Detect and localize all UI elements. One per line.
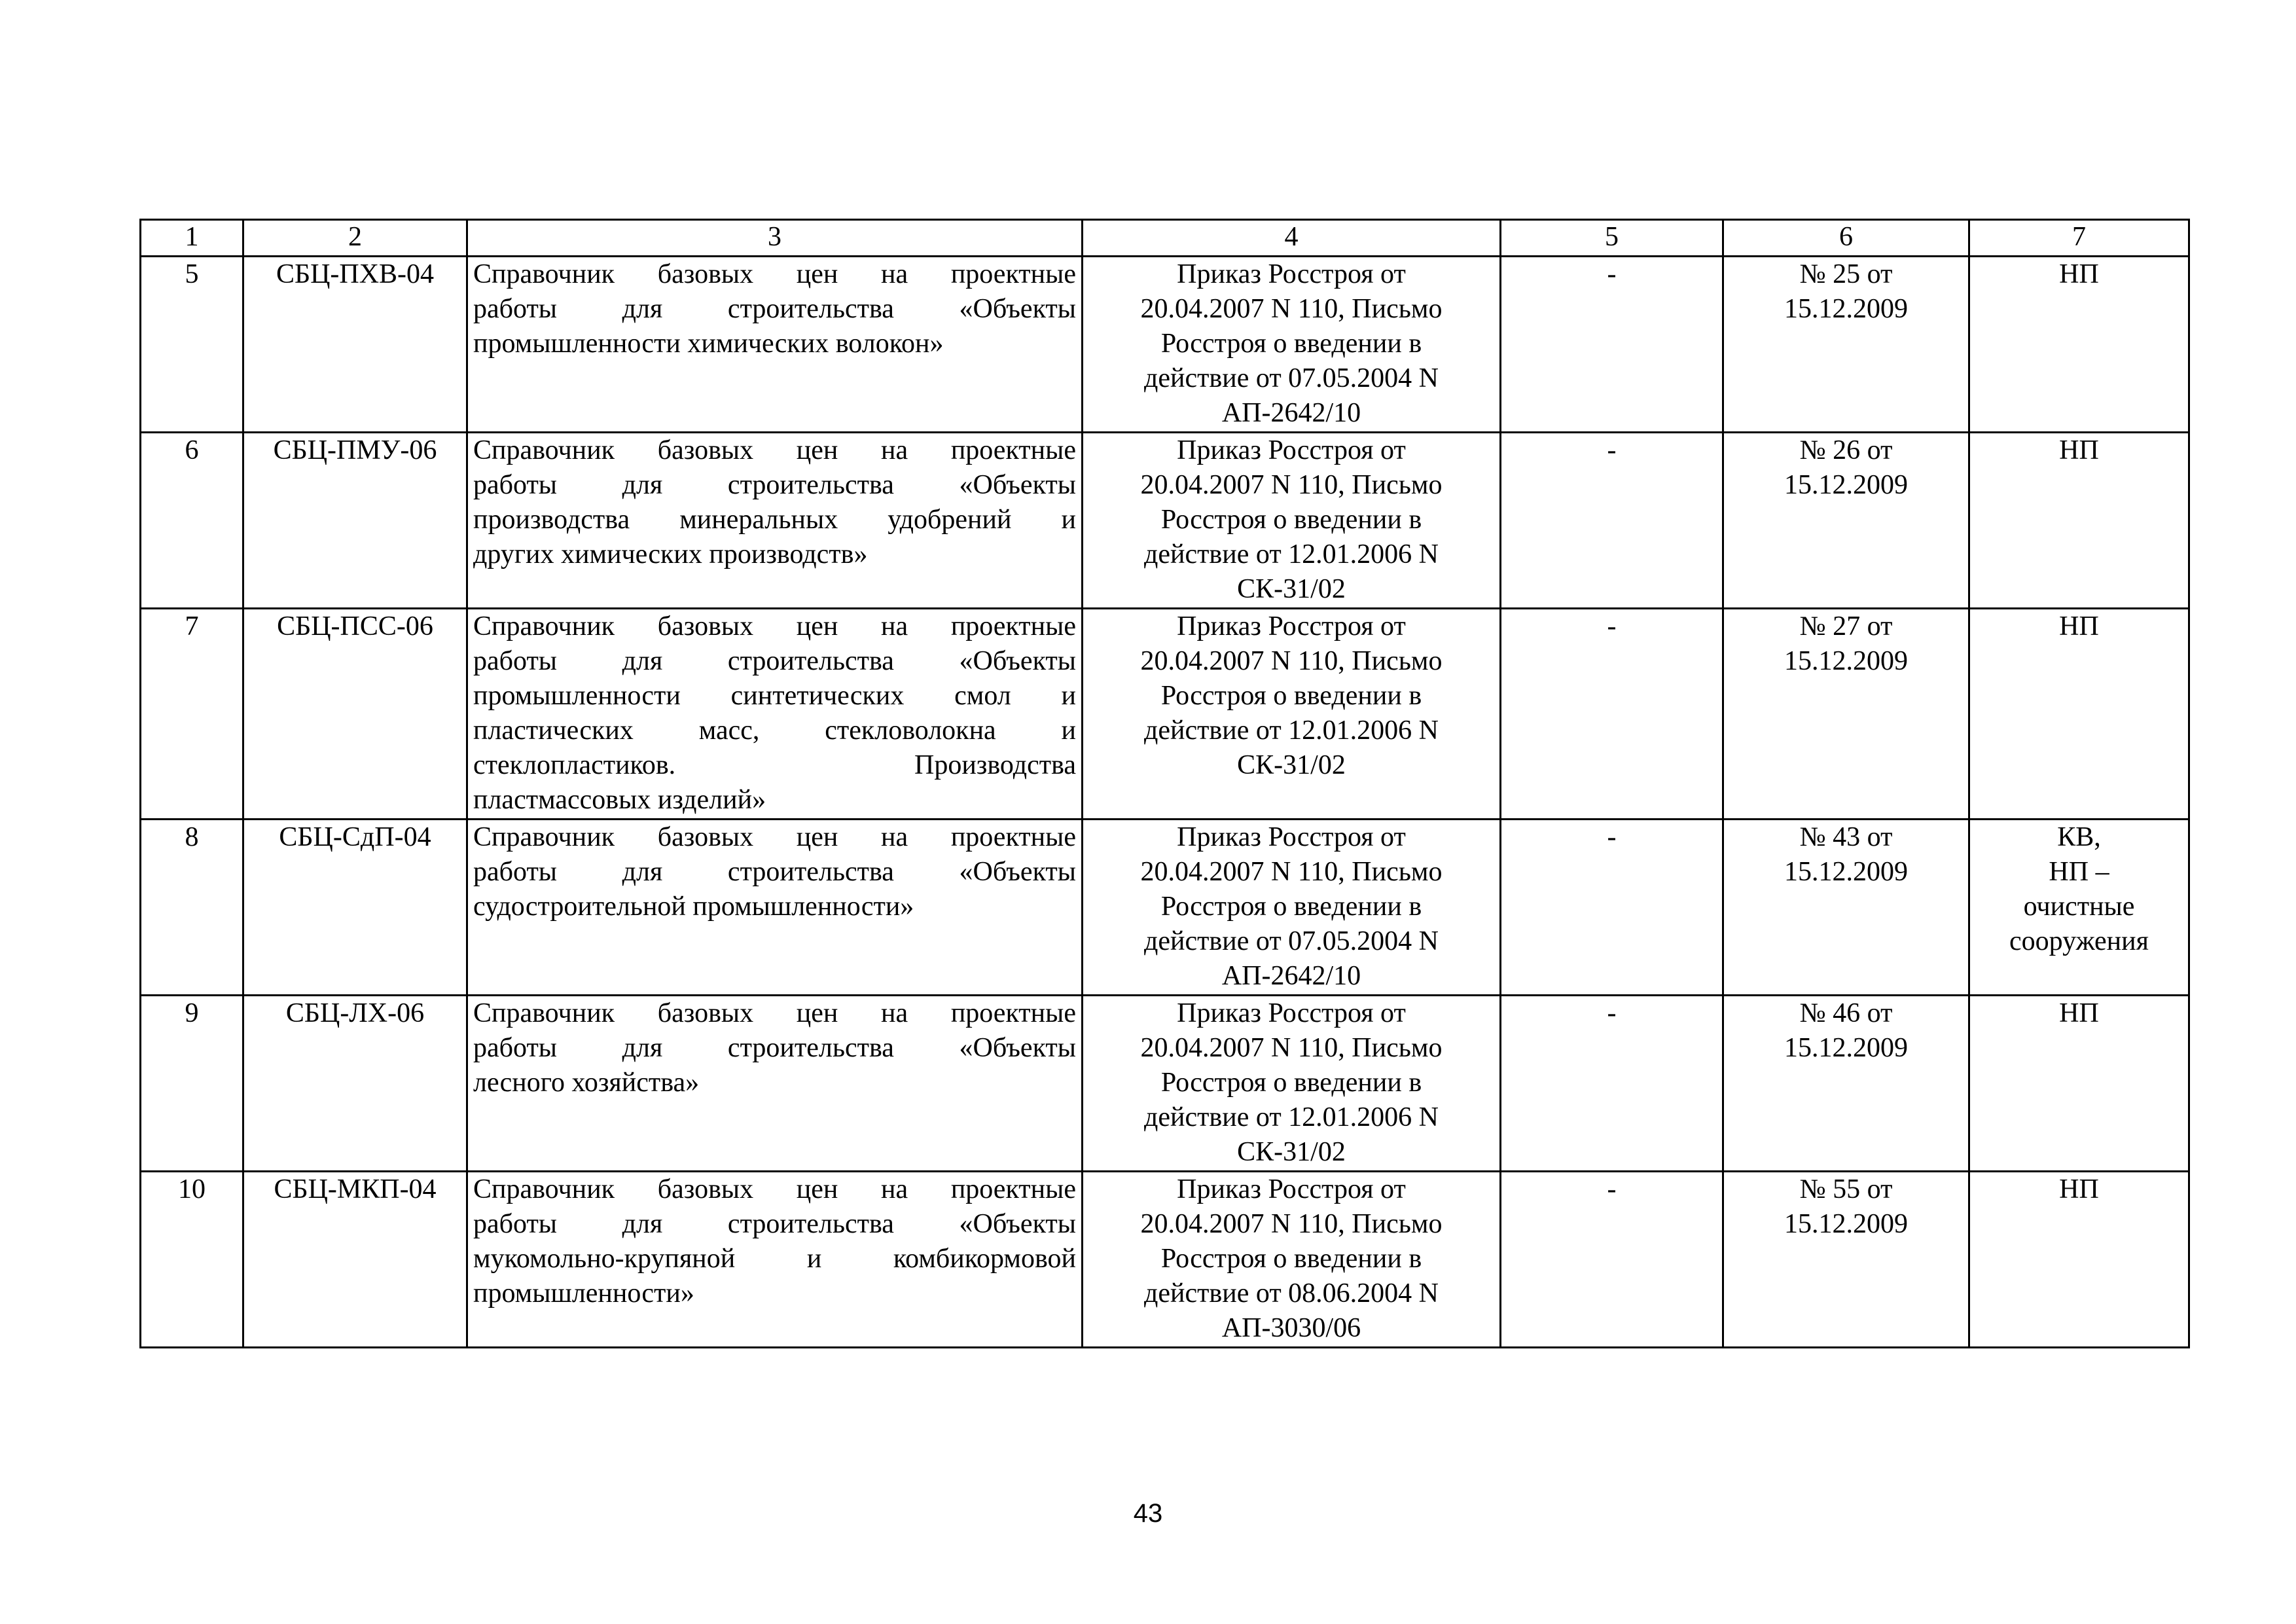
registration-cell-line: 15.12.2009: [1784, 646, 1908, 676]
status-cell-line: НП: [2059, 998, 2099, 1028]
column-5-cell: -: [1501, 996, 1723, 1172]
approval-document-cell: [1083, 433, 1501, 609]
approval-document-cell-line: Росстроя о введении в: [1160, 1068, 1422, 1098]
approval-document-cell-line: действие от 07.05.2004 N: [1143, 363, 1439, 393]
name-cell: [467, 257, 1083, 433]
approval-document-cell-line: Приказ Росстроя от: [1177, 1174, 1406, 1204]
column-number-cell: 5: [1501, 220, 1723, 257]
approval-document-cell-line: 20.04.2007 N 110, Письмо: [1140, 294, 1443, 324]
approval-document-cell-line: АП-2642/10: [1221, 961, 1361, 991]
approval-document-cell-line: действие от 12.01.2006 N: [1143, 539, 1439, 569]
registration-cell-line: 15.12.2009: [1784, 470, 1908, 500]
name-cell-line: промышленности»: [473, 1278, 694, 1308]
registration-cell-line: 15.12.2009: [1784, 857, 1908, 887]
registration-cell: [1723, 433, 1969, 609]
name-cell-line: производства минеральных удобрений и: [473, 505, 1076, 535]
table-row: [141, 1172, 2189, 1348]
name-cell-line: работы для строительства «Объекты: [473, 294, 1076, 324]
column-number-cell: 4: [1083, 220, 1501, 257]
approval-document-cell: [1083, 1172, 1501, 1348]
row-number-cell: 9: [141, 996, 243, 1172]
name-cell-line: работы для строительства «Объекты: [473, 857, 1076, 887]
registration-cell-line: № 55 от: [1799, 1174, 1893, 1204]
row-number-cell: 7: [141, 609, 243, 820]
name-cell-line: работы для строительства «Объекты: [473, 1209, 1076, 1239]
code-cell: СБЦ-ПХВ-04: [243, 257, 467, 433]
registration-cell-line: № 43 от: [1799, 822, 1893, 852]
approval-document-cell-line: СК-31/02: [1237, 750, 1346, 780]
registration-cell-line: № 25 от: [1799, 259, 1893, 289]
approval-document-cell: [1083, 609, 1501, 820]
approval-document-cell-line: АП-2642/10: [1221, 398, 1361, 428]
name-cell: [467, 433, 1083, 609]
column-5-cell: -: [1501, 609, 1723, 820]
approval-document-cell-line: Приказ Росстроя от: [1177, 259, 1406, 289]
column-5-cell: -: [1501, 820, 1723, 996]
code-cell: СБЦ-ПМУ-06: [243, 433, 467, 609]
name-cell-line: работы для строительства «Объекты: [473, 1033, 1076, 1063]
code-cell: СБЦ-МКП-04: [243, 1172, 467, 1348]
status-cell-line: НП: [2059, 435, 2099, 465]
table-row: [141, 609, 2189, 820]
column-number-cell: 1: [141, 220, 243, 257]
name-cell-line: промышленности синтетических смол и: [473, 681, 1076, 711]
approval-document-cell-line: 20.04.2007 N 110, Письмо: [1140, 857, 1443, 887]
status-cell: [1969, 820, 2189, 996]
approval-document-cell-line: Росстроя о введении в: [1160, 505, 1422, 535]
table-body: [141, 220, 2189, 1348]
status-cell-line: сооружения: [2009, 926, 2149, 956]
registration-cell: [1723, 1172, 1969, 1348]
status-cell: [1969, 609, 2189, 820]
column-5-cell: -: [1501, 1172, 1723, 1348]
name-cell: [467, 996, 1083, 1172]
row-number-cell: 8: [141, 820, 243, 996]
code-cell: СБЦ-ЛХ-06: [243, 996, 467, 1172]
status-cell: [1969, 257, 2189, 433]
status-cell-line: НП: [2059, 1174, 2099, 1204]
name-cell-line: работы для строительства «Объекты: [473, 646, 1076, 676]
column-number-cell: 7: [1969, 220, 2189, 257]
column-number-cell: 2: [243, 220, 467, 257]
approval-document-cell-line: Приказ Росстроя от: [1177, 435, 1406, 465]
page-number: 43: [1133, 1499, 1163, 1528]
table-row: [141, 996, 2189, 1172]
approval-document-cell-line: 20.04.2007 N 110, Письмо: [1140, 1209, 1443, 1239]
approval-document-cell-line: СК-31/02: [1237, 574, 1346, 604]
column-5-cell: -: [1501, 257, 1723, 433]
registry-table: [139, 219, 2190, 1348]
approval-document-cell-line: АП-3030/06: [1221, 1313, 1361, 1343]
approval-document-cell-line: Приказ Росстроя от: [1177, 822, 1406, 852]
registration-cell-line: 15.12.2009: [1784, 294, 1908, 324]
name-cell: [467, 1172, 1083, 1348]
registration-cell-line: 15.12.2009: [1784, 1033, 1908, 1063]
status-cell-line: НП: [2059, 259, 2099, 289]
name-cell-line: Справочник базовых цен на проектные: [473, 611, 1076, 641]
column-number-cell: 6: [1723, 220, 1969, 257]
approval-document-cell: [1083, 820, 1501, 996]
name-cell-line: стеклопластиков. Производства: [473, 750, 1076, 780]
approval-document-cell-line: Росстроя о введении в: [1160, 1244, 1422, 1274]
approval-document-cell-line: 20.04.2007 N 110, Письмо: [1140, 646, 1443, 676]
name-cell-line: пластмассовых изделий»: [473, 785, 766, 815]
name-cell-line: мукомольно-крупяной и комбикормовой: [473, 1244, 1076, 1274]
approval-document-cell-line: Росстроя о введении в: [1160, 892, 1422, 922]
row-number-cell: 5: [141, 257, 243, 433]
status-cell-line: КВ,: [2057, 822, 2101, 852]
name-cell-line: лесного хозяйства»: [473, 1068, 700, 1098]
table-row: [141, 257, 2189, 433]
approval-document-cell-line: Приказ Росстроя от: [1177, 998, 1406, 1028]
registration-cell-line: № 27 от: [1799, 611, 1893, 641]
registration-cell-line: 15.12.2009: [1784, 1209, 1908, 1239]
name-cell-line: Справочник базовых цен на проектные: [473, 822, 1076, 852]
registration-cell: [1723, 820, 1969, 996]
name-cell: [467, 820, 1083, 996]
name-cell: [467, 609, 1083, 820]
approval-document-cell: [1083, 996, 1501, 1172]
name-cell-line: Справочник базовых цен на проектные: [473, 435, 1076, 465]
registration-cell: [1723, 257, 1969, 433]
approval-document-cell-line: Росстроя о введении в: [1160, 681, 1422, 711]
column-number-row: [141, 220, 2189, 257]
status-cell: [1969, 1172, 2189, 1348]
name-cell-line: промышленности химических волокон»: [473, 329, 944, 359]
registration-cell: [1723, 996, 1969, 1172]
table-row: [141, 433, 2189, 609]
name-cell-line: других химических производств»: [473, 539, 868, 569]
registration-cell: [1723, 609, 1969, 820]
approval-document-cell-line: 20.04.2007 N 110, Письмо: [1140, 1033, 1443, 1063]
approval-document-cell-line: Росстроя о введении в: [1160, 329, 1422, 359]
approval-document-cell-line: действие от 07.05.2004 N: [1143, 926, 1439, 956]
approval-document-cell-line: СК-31/02: [1237, 1137, 1346, 1167]
status-cell-line: НП: [2059, 611, 2099, 641]
name-cell-line: работы для строительства «Объекты: [473, 470, 1076, 500]
column-number-cell: 3: [467, 220, 1083, 257]
status-cell: [1969, 996, 2189, 1172]
approval-document-cell-line: действие от 12.01.2006 N: [1143, 1102, 1439, 1132]
table-row: [141, 820, 2189, 996]
name-cell-line: пластических масс, стекловолокна и: [473, 715, 1076, 746]
approval-document-cell-line: действие от 12.01.2006 N: [1143, 715, 1439, 746]
code-cell: СБЦ-ПСС-06: [243, 609, 467, 820]
row-number-cell: 10: [141, 1172, 243, 1348]
approval-document-cell-line: действие от 08.06.2004 N: [1143, 1278, 1439, 1308]
status-cell: [1969, 433, 2189, 609]
registration-cell-line: № 26 от: [1799, 435, 1893, 465]
approval-document-cell-line: Приказ Росстроя от: [1177, 611, 1406, 641]
approval-document-cell: [1083, 257, 1501, 433]
name-cell-line: Справочник базовых цен на проектные: [473, 1174, 1076, 1204]
approval-document-cell-line: 20.04.2007 N 110, Письмо: [1140, 470, 1443, 500]
code-cell: СБЦ-СдП-04: [243, 820, 467, 996]
name-cell-line: Справочник базовых цен на проектные: [473, 259, 1076, 289]
registration-cell-line: № 46 от: [1799, 998, 1893, 1028]
column-5-cell: -: [1501, 433, 1723, 609]
name-cell-line: Справочник базовых цен на проектные: [473, 998, 1076, 1028]
status-cell-line: очистные: [2023, 892, 2135, 922]
row-number-cell: 6: [141, 433, 243, 609]
status-cell-line: НП –: [2049, 857, 2109, 887]
name-cell-line: судостроительной промышленности»: [473, 892, 914, 922]
